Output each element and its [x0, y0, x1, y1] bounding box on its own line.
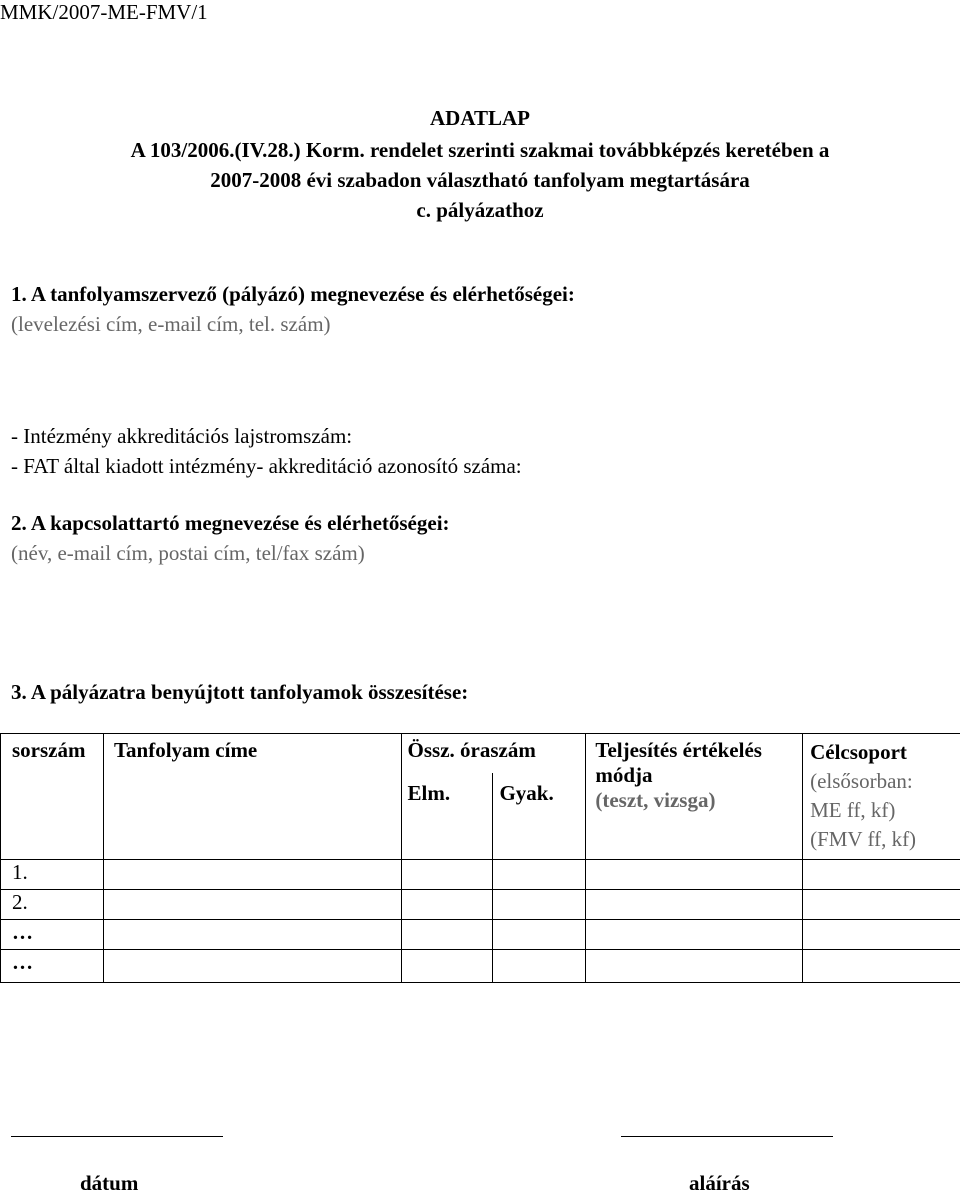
row-theory-hours	[401, 860, 493, 890]
row-practice-hours	[493, 890, 586, 920]
header-practice-hours: Gyak.	[493, 773, 586, 860]
course-summary-table	[0, 733, 960, 983]
section2-heading: 2. A kapcsolattartó megnevezése és elérhetőségei:	[11, 511, 450, 536]
row-theory-hours	[401, 950, 493, 983]
header-evaluation	[586, 734, 803, 860]
header-course-title: Tanfolyam címe	[103, 734, 401, 773]
document-reference: MMK/2007-ME-FMV/1	[0, 0, 208, 25]
row-number: 2.	[1, 890, 104, 920]
header-target-group-hint1: (elsősorban:	[810, 767, 960, 796]
document-subtitle-line2: 2007-2008 évi szabadon választható tanfolyam megtartására	[0, 168, 960, 193]
date-label: dátum	[80, 1171, 138, 1196]
row-course-title	[103, 860, 401, 890]
section2-hint: (név, e-mail cím, postai cím, tel/fax szám)	[11, 541, 365, 566]
header-target-group-hint2: ME ff, kf)	[810, 796, 960, 825]
header-target-group	[803, 734, 960, 860]
row-evaluation	[586, 950, 803, 983]
row-target-group	[803, 950, 960, 983]
document-subtitle-line1: A 103/2006.(IV.28.) Korm. rendelet szerinti szakmai továbbképzés keretében a	[0, 138, 960, 163]
row-course-title	[103, 920, 401, 950]
header-evaluation-hint: (teszt, vizsga)	[595, 788, 802, 813]
date-signature-line	[11, 1136, 223, 1137]
table-row	[1, 890, 960, 920]
section1-heading: 1. A tanfolyamszervező (pályázó) megnevezése és elérhetőségei:	[11, 282, 575, 307]
row-course-title	[103, 890, 401, 920]
header-theory-hours: Elm.	[401, 773, 493, 860]
row-theory-hours	[401, 890, 493, 920]
section1-hint: (levelezési cím, e-mail cím, tel. szám)	[11, 312, 331, 337]
header-target-group-hint3: (FMV ff, kf)	[810, 825, 960, 854]
section1-accreditation-number: - Intézmény akkreditációs lajstromszám:	[11, 424, 352, 449]
row-target-group	[803, 860, 960, 890]
row-theory-hours	[401, 920, 493, 950]
row-number: …	[1, 950, 104, 983]
table-row	[1, 860, 960, 890]
document-title: ADATLAP	[0, 106, 960, 131]
signature-line	[621, 1136, 833, 1137]
header-sorszam: sorszám	[1, 734, 104, 773]
row-course-title	[103, 950, 401, 983]
section3-heading: 3. A pályázatra benyújtott tanfolyamok összesítése:	[11, 680, 468, 705]
header-target-group-label: Célcsoport	[810, 738, 960, 767]
header-evaluation-line1: Teljesítés értékelés	[595, 738, 802, 763]
row-evaluation	[586, 860, 803, 890]
signature-label: aláírás	[689, 1171, 750, 1196]
document-subtitle-line3: c. pályázathoz	[0, 198, 960, 223]
table-row	[1, 950, 960, 983]
row-practice-hours	[493, 860, 586, 890]
header-evaluation-line2: módja	[595, 763, 802, 788]
header-course-title-cont	[103, 773, 401, 860]
header-sorszam-cont	[1, 773, 104, 860]
row-number: …	[1, 920, 104, 950]
table-row	[1, 920, 960, 950]
row-target-group	[803, 920, 960, 950]
row-evaluation	[586, 920, 803, 950]
row-practice-hours	[493, 950, 586, 983]
row-target-group	[803, 890, 960, 920]
row-evaluation	[586, 890, 803, 920]
row-number: 1.	[1, 860, 104, 890]
section1-fat-id: - FAT által kiadott intézmény- akkreditáció azonosító száma:	[11, 454, 522, 479]
header-total-hours: Össz. óraszám	[401, 734, 586, 773]
row-practice-hours	[493, 920, 586, 950]
